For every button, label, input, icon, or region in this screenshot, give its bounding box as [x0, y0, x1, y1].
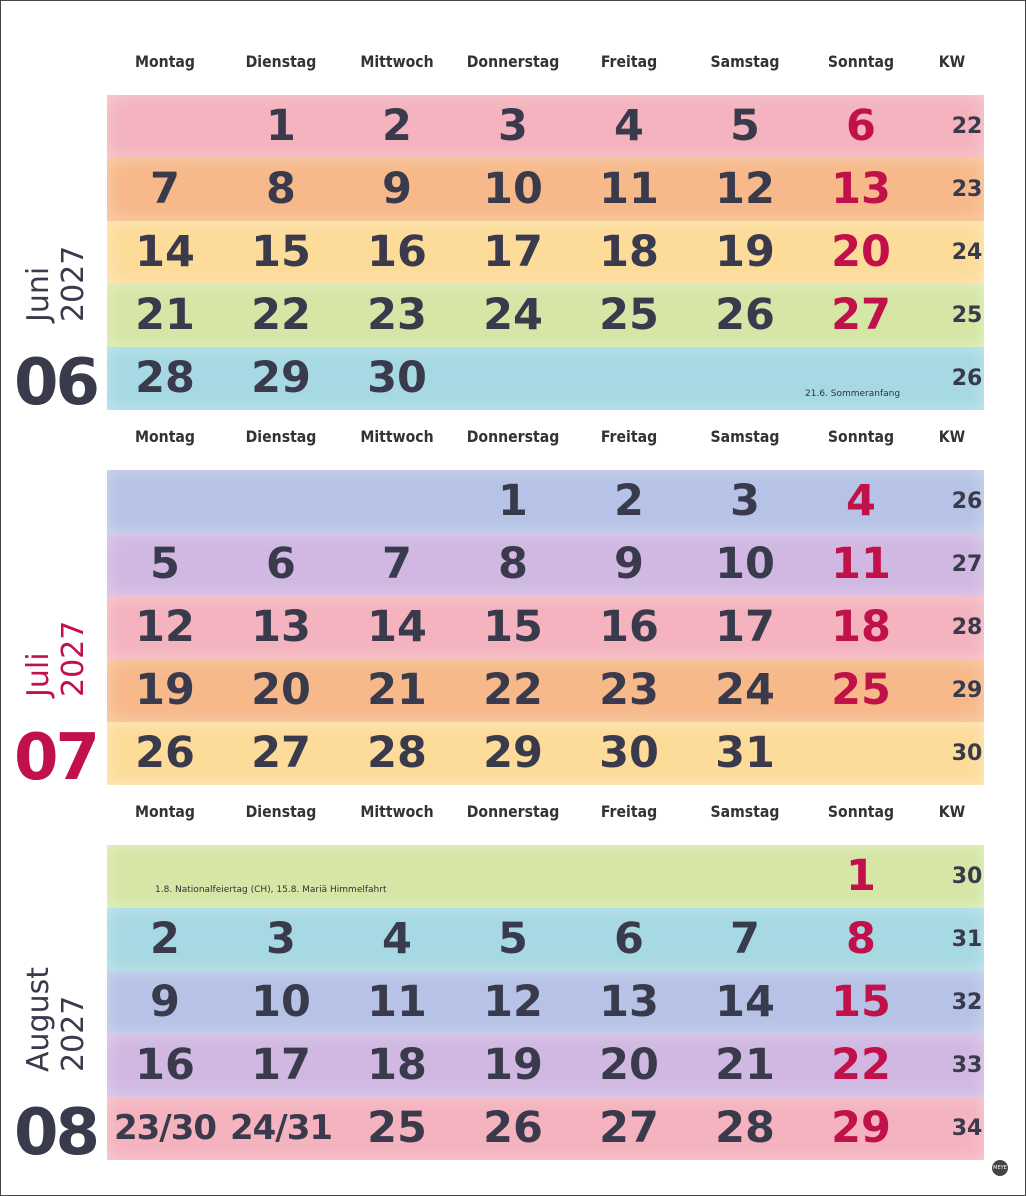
month-block-august [0, 802, 1026, 1177]
day-date: 19 [715, 227, 775, 277]
week-row [107, 533, 984, 596]
week-row [107, 95, 984, 158]
sunday-date: 22 [831, 1040, 891, 1090]
day-date: 5 [730, 101, 760, 151]
day-date: 9 [614, 539, 644, 589]
day-date: 14 [715, 977, 775, 1027]
day-date: 28 [715, 1103, 775, 1153]
day-date: 2 [150, 914, 180, 964]
weekday-label: Donnerstag [466, 52, 560, 71]
week-row [107, 347, 984, 410]
month-year: 2027 [56, 245, 91, 322]
sunday-date [803, 347, 919, 410]
day-date: 4 [382, 914, 412, 964]
month-block-juli [0, 427, 1026, 802]
day-date: 23 [367, 290, 427, 340]
day-date: 15 [483, 602, 543, 652]
day-date: 11 [599, 164, 659, 214]
month-name-vertical [22, 967, 56, 1072]
day-date: 23/30 [113, 1108, 217, 1148]
week-row [107, 470, 984, 533]
weekday-label: Samstag [710, 52, 780, 71]
day-date: 26 [135, 728, 195, 778]
sunday-date: 13 [831, 164, 891, 214]
day-date [107, 95, 223, 158]
calendar-week-number: 26 [951, 489, 983, 514]
day-date: 16 [135, 1040, 195, 1090]
day-date: 25 [367, 1103, 427, 1153]
day-date: 7 [150, 164, 180, 214]
sunday-date: 18 [831, 602, 891, 652]
day-date: 30 [367, 353, 427, 403]
weekday-label: Dienstag [245, 52, 317, 71]
day-date: 3 [498, 101, 528, 151]
day-date: 16 [367, 227, 427, 277]
weekday-label: Montag [134, 52, 196, 71]
day-date [339, 845, 455, 908]
weekday-label: Sonntag [827, 427, 895, 446]
sunday-date [803, 722, 919, 785]
weekday-header [0, 52, 1026, 82]
month-name: Juli [21, 652, 56, 697]
day-date: 3 [730, 476, 760, 526]
day-date: 3 [266, 914, 296, 964]
calendar-week-number: 30 [951, 864, 983, 889]
weekday-label: Samstag [710, 427, 780, 446]
day-date: 22 [251, 290, 311, 340]
day-date: 2 [614, 476, 644, 526]
weekday-label: Donnerstag [466, 427, 560, 446]
day-date [571, 845, 687, 908]
month-number: 07 [14, 721, 98, 795]
day-date: 1 [266, 101, 296, 151]
day-date: 21 [135, 290, 195, 340]
weekday-header [0, 802, 1026, 832]
weekday-header [0, 427, 1026, 457]
sunday-date: 20 [831, 227, 891, 277]
week-row [107, 845, 984, 908]
week-number-header: KW [938, 52, 966, 71]
weekday-label: Samstag [710, 802, 780, 821]
weekday-label: Dienstag [245, 427, 317, 446]
weekday-label: Montag [134, 427, 196, 446]
day-date: 6 [266, 539, 296, 589]
weekday-label: Freitag [600, 427, 658, 446]
calendar-week-number: 24 [951, 240, 983, 265]
day-date: 27 [599, 1103, 659, 1153]
day-date: 13 [599, 977, 659, 1027]
week-row [107, 971, 984, 1034]
day-date: 10 [483, 164, 543, 214]
month-year: 2027 [56, 620, 91, 697]
week-number-header: KW [938, 427, 966, 446]
day-date: 4 [614, 101, 644, 151]
weekday-label: Freitag [600, 802, 658, 821]
week-row [107, 284, 984, 347]
week-row [107, 1034, 984, 1097]
sunday-date: 25 [831, 665, 891, 715]
day-date: 24 [715, 665, 775, 715]
weekday-label: Sonntag [827, 802, 895, 821]
day-date: 8 [498, 539, 528, 589]
day-date: 20 [599, 1040, 659, 1090]
month-name: Juni [21, 266, 56, 322]
weekday-label: Sonntag [827, 52, 895, 71]
day-date [571, 347, 687, 410]
day-date: 7 [382, 539, 412, 589]
day-date: 5 [498, 914, 528, 964]
week-number-header: KW [938, 802, 966, 821]
month-name-vertical [22, 652, 56, 697]
calendar-week-number: 32 [951, 990, 983, 1015]
week-row [107, 221, 984, 284]
day-date [107, 470, 223, 533]
day-date: 2 [382, 101, 412, 151]
weekday-label: Freitag [600, 52, 658, 71]
day-date: 25 [599, 290, 659, 340]
day-date: 21 [367, 665, 427, 715]
week-row [107, 1097, 984, 1160]
month-name: August [21, 967, 56, 1072]
day-date: 18 [599, 227, 659, 277]
weekday-label: Dienstag [245, 802, 317, 821]
day-date: 26 [715, 290, 775, 340]
month-block-juni [0, 52, 1026, 427]
calendar-week-number: 23 [951, 177, 983, 202]
week-row [107, 158, 984, 221]
day-date: 5 [150, 539, 180, 589]
calendar-week-number: 25 [951, 303, 983, 328]
day-date: 26 [483, 1103, 543, 1153]
calendar-week-number: 31 [951, 927, 983, 952]
sunday-date: 1 [846, 851, 876, 901]
calendar-week-number: 33 [951, 1053, 983, 1078]
day-date [107, 845, 223, 908]
day-date: 14 [135, 227, 195, 277]
day-date: 1 [498, 476, 528, 526]
day-date: 24/31 [229, 1108, 333, 1148]
day-date: 12 [483, 977, 543, 1027]
publisher-logo: MEYE [992, 1160, 1008, 1176]
calendar-week-number: 34 [951, 1116, 983, 1141]
day-date: 16 [599, 602, 659, 652]
day-date: 6 [614, 914, 644, 964]
day-date: 7 [730, 914, 760, 964]
day-date: 29 [251, 353, 311, 403]
day-date [687, 347, 803, 410]
week-row [107, 908, 984, 971]
day-date: 30 [599, 728, 659, 778]
weekday-label: Mittwoch [360, 52, 434, 71]
day-date [455, 347, 571, 410]
day-date: 28 [135, 353, 195, 403]
day-date: 27 [251, 728, 311, 778]
day-date: 23 [599, 665, 659, 715]
holiday-note: 1.8. Nationalfeiertag (CH), 15.8. Mariä Himmelfahrt [155, 885, 387, 895]
calendar-week-number: 26 [951, 366, 983, 391]
month-name-vertical [22, 267, 56, 322]
day-date [223, 845, 339, 908]
weekday-label: Mittwoch [360, 802, 434, 821]
sunday-date: 8 [846, 914, 876, 964]
day-date: 22 [483, 665, 543, 715]
week-row [107, 722, 984, 785]
day-date [339, 470, 455, 533]
weekday-label: Mittwoch [360, 427, 434, 446]
holiday-note: 21.6. Sommeranfang [805, 389, 901, 399]
calendar-week-number: 22 [951, 114, 983, 139]
sunday-date: 4 [846, 476, 876, 526]
weekday-label: Donnerstag [466, 802, 560, 821]
day-date: 10 [715, 539, 775, 589]
day-date: 8 [266, 164, 296, 214]
day-date: 18 [367, 1040, 427, 1090]
day-date [223, 470, 339, 533]
calendar-week-number: 28 [951, 615, 983, 640]
day-date: 24 [483, 290, 543, 340]
day-date: 12 [715, 164, 775, 214]
day-date: 17 [251, 1040, 311, 1090]
week-row [107, 659, 984, 722]
day-date: 15 [251, 227, 311, 277]
sunday-date: 11 [831, 539, 891, 589]
day-date: 20 [251, 665, 311, 715]
day-date: 9 [150, 977, 180, 1027]
week-row [107, 596, 984, 659]
calendar-week-number: 29 [951, 678, 983, 703]
day-date: 9 [382, 164, 412, 214]
day-date: 19 [483, 1040, 543, 1090]
sunday-date: 29 [831, 1103, 891, 1153]
day-date: 21 [715, 1040, 775, 1090]
calendar-week-number: 30 [951, 741, 983, 766]
sunday-date: 27 [831, 290, 891, 340]
day-date [687, 845, 803, 908]
day-date: 13 [251, 602, 311, 652]
sunday-date: 15 [831, 977, 891, 1027]
day-date: 17 [715, 602, 775, 652]
day-date: 14 [367, 602, 427, 652]
day-date: 11 [367, 977, 427, 1027]
calendar-week-number: 27 [951, 552, 983, 577]
day-date: 10 [251, 977, 311, 1027]
day-date: 19 [135, 665, 195, 715]
day-date: 29 [483, 728, 543, 778]
sunday-date: 6 [846, 101, 876, 151]
day-date: 12 [135, 602, 195, 652]
month-number: 06 [14, 346, 98, 420]
day-date: 28 [367, 728, 427, 778]
day-date: 31 [715, 728, 775, 778]
month-number: 08 [14, 1096, 98, 1170]
day-date [455, 845, 571, 908]
weekday-label: Montag [134, 802, 196, 821]
month-year: 2027 [56, 995, 91, 1072]
day-date: 17 [483, 227, 543, 277]
